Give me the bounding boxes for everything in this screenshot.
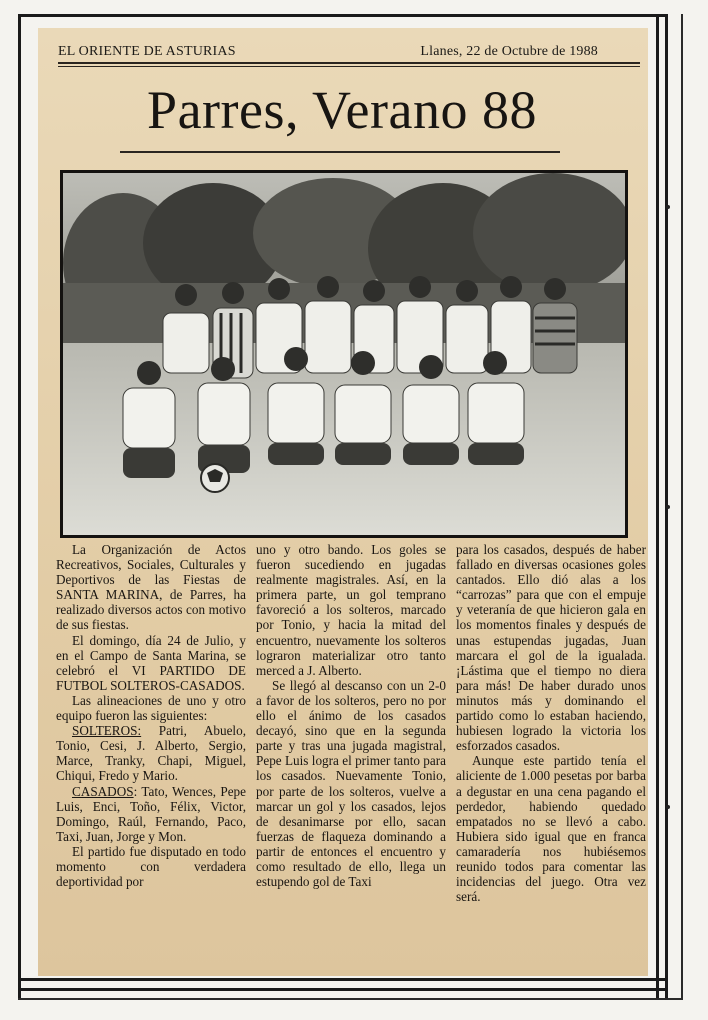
- article-headline: Parres, Verano 88: [147, 80, 537, 140]
- team-photo-icon: [63, 173, 625, 535]
- article-column-1: [56, 542, 246, 889]
- frame-top-line: [18, 14, 668, 17]
- frame-right-line: [656, 14, 659, 999]
- paragraph: Se llegó al descanso con un 2-0 a favor de los solteros, pero no por ello el ánimo de los casados decayó, sino que en la segunda parte y tras una jugada magistral, Pepe Luis logra el primer tanto para los casados. Nuevamente Tonio, por parte de los solteros, vuelve a marcar un gol y los casados, lejos de desanimarse por ello, sacan fuerzas de flaqueza dominando a partir de entonces el encuentro y como resultado de ello, llega un estupendo gol de Taxi: [256, 677, 446, 890]
- paragraph: uno y otro bando. Los goles se fueron sucediendo en jugadas realmente magistrales. Así, en la primera parte, un gol temprano favoreció a los solteros, marcado por Tonio, y hacia la mitad del encuentro, nuevamente los solteros lograron materializar otro tanto merced a J. Alberto.: [256, 542, 446, 678]
- newspaper-name: EL ORIENTE DE ASTURIAS: [58, 44, 236, 59]
- article-column-2: [256, 542, 446, 889]
- article-column-3: [456, 542, 646, 904]
- solteros-names: Patri, Abuelo, Tonio, Cesi, J. Alberto, Sergio, Marce, Tranky, Chapi, Miguel, Chiqui, Fredo y Mario.: [56, 723, 246, 784]
- solteros-lineup: [56, 723, 246, 783]
- binder-hole: [666, 505, 670, 509]
- frame-bottom-line: [18, 978, 668, 981]
- binder-hole: [666, 805, 670, 809]
- paragraph: El partido fue disputado en todo momento con verdadera deportividad por: [56, 843, 246, 890]
- solteros-label: SOLTEROS:: [72, 723, 142, 739]
- team-photo: [60, 170, 628, 538]
- masthead-rule: [58, 62, 640, 64]
- paragraph: Las alineaciones de uno y otro equipo fueron las siguientes:: [56, 692, 246, 724]
- casados-label: CASADOS: [72, 783, 134, 799]
- masthead: [58, 44, 598, 64]
- headline-underline: [120, 151, 560, 153]
- paragraph: Aunque este partido tenía el aliciente de 1.000 pesetas por barba a degustar en una cena pagando el perdedor, habiendo quedado empatados no se llevó a cabo. Hubiera sido igual que en franca camaradería nos hubiésemos reunido todos para comentar las incidencias del juego. Otra vez será.: [456, 753, 646, 905]
- binder-hole: [666, 205, 670, 209]
- paragraph: para los casados, después de haber fallado en diversas ocasiones goles cantados. Ello dió alas a los “carrozas” para que con el empuje y veteranía de que hicieron gala en los momentos finales y después de unas estupendas jugadas, Juan marcara el gol de la igualada. ¡Lástima que el tiempo no diera para más! De haber durado unos minutos más y dominando el partido como lo estaban haciendo, hubiesen logrado la victoria los esforzados casados.: [456, 542, 646, 754]
- frame-left-line: [18, 14, 21, 999]
- frame-bottom-line-3: [18, 998, 683, 1000]
- frame-bottom-line-2: [18, 988, 668, 991]
- casados-lineup: [56, 784, 246, 844]
- frame-right-line-3: [681, 14, 683, 999]
- paragraph: El domingo, día 24 de Julio, y en el Campo de Santa Marina, se celebró el VI PARTIDO DE FUTBOL SOLTEROS-CASADOS.: [56, 632, 246, 693]
- casados-names: : Tato, Wences, Pepe Luis, Enci, Toño, Félix, Victor, Domingo, Raúl, Fernando, Paco, Taxi, Juan, Jorge y Mon.: [56, 783, 246, 844]
- masthead-rule-thin: [58, 66, 640, 67]
- paragraph: La Organización de Actos Recreativos, Sociales, Culturales y Deportivos de las Fiestas de SANTA MARINA, de Parres, ha realizado diversos actos con motivo de sus fiestas.: [56, 542, 246, 633]
- issue-date: Llanes, 22 de Octubre de 1988: [420, 44, 598, 59]
